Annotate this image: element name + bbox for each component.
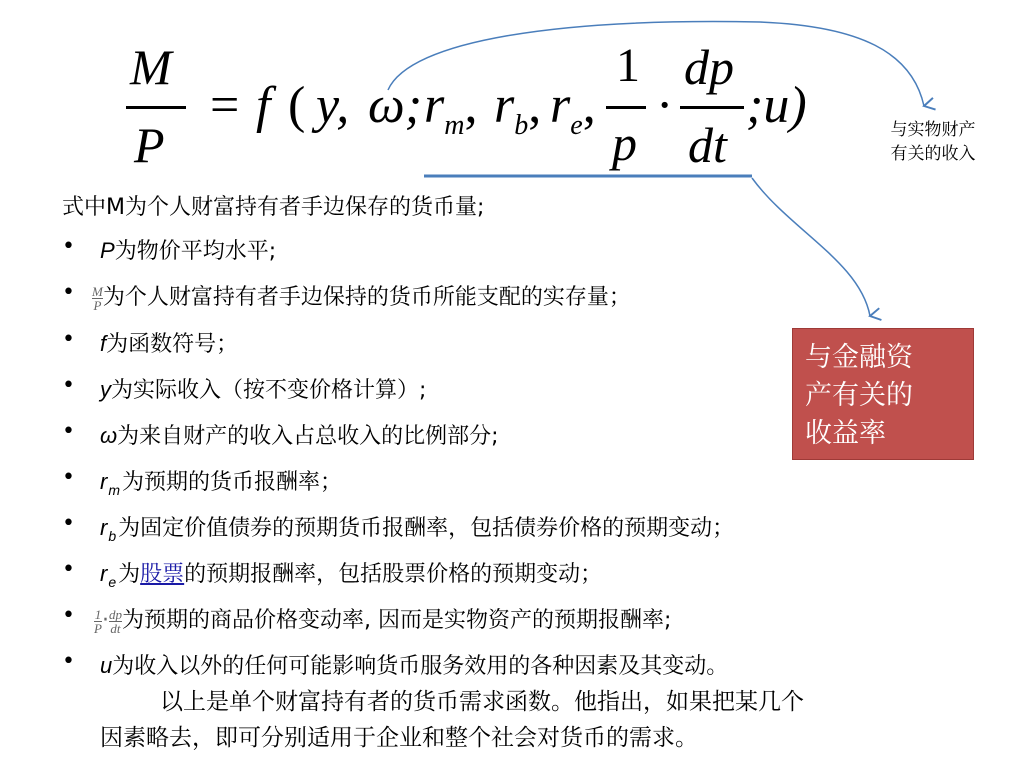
formula-one: 1 xyxy=(616,39,640,92)
formula-dp: dp xyxy=(684,39,734,95)
conclusion-paragraph xyxy=(100,684,980,756)
bullet: • xyxy=(62,511,75,536)
bullet: • xyxy=(62,649,75,674)
formula-dpdt-bar xyxy=(680,106,744,109)
definition-text: f为函数符号； xyxy=(100,331,239,357)
definition-text: y为实际收入（按不变价格计算）; xyxy=(100,377,427,403)
bullet: • xyxy=(62,557,75,582)
definitions-intro: 式中M为个人财富持有者手边保存的货币量; xyxy=(62,195,485,220)
bullet: • xyxy=(62,465,75,490)
formula-p: p xyxy=(612,115,637,171)
bullet: • xyxy=(62,234,75,259)
definition-text: P为物价平均水平; xyxy=(100,238,277,264)
formula-dt: dt xyxy=(688,117,727,173)
stock-link[interactable]: 股票 xyxy=(140,562,185,587)
financial-note-line: 与金融资 xyxy=(805,342,913,373)
formula-open-paren: ( xyxy=(288,77,306,134)
formula-u-close: ;u) xyxy=(746,77,807,134)
definition-text: $\frac{M}{P}$ 为个人财富持有者手边保持的货币所能支配的实存量； xyxy=(92,283,631,313)
formula-omega: ω; xyxy=(368,77,423,134)
definition-text: u为收入以外的任何可能影响货币服务效用的各种因素及其变动。 xyxy=(100,653,729,679)
formula-equals: = xyxy=(210,77,240,134)
formula-inverse-p-bar xyxy=(606,106,646,109)
definition-text: $r_e$为股票的预期报酬率，包括股票价格的预期变动； xyxy=(100,561,603,590)
arrow-to-financial-yield xyxy=(752,178,870,316)
definition-text: $r_b$为固定价值债券的预期货币报酬率，包括债券价格的预期变动； xyxy=(100,515,735,544)
financial-note-line: 收益率 xyxy=(805,418,886,449)
bullet: • xyxy=(62,280,75,305)
formula-rb: $r_b$, xyxy=(494,77,542,141)
financial-note-line: 产有关的 xyxy=(805,380,913,411)
formula-y: y, xyxy=(316,77,350,134)
dp-dt-fraction-image: $\frac{dp}{dt}$ xyxy=(108,606,122,636)
physical-note-line: 有关的收入 xyxy=(890,144,976,164)
definition-text: $\frac{1}{P}$ $\cdot\frac{dp}{dt}$ 为预期的商品价格变动率, 因而是实物资产的预期报酬率; xyxy=(94,606,672,636)
formula-re: $r_e$, xyxy=(550,77,596,141)
formula-lhs-denominator: P xyxy=(134,117,165,173)
m-over-p-fraction-image: $\frac{M}{P}$ xyxy=(92,283,103,313)
formula-f: f xyxy=(256,77,271,134)
financial-yield-box xyxy=(792,328,974,460)
definition-text: $r_m$为预期的货币报酬率； xyxy=(100,469,343,498)
physical-income-note xyxy=(858,118,1008,166)
definition-text: ω为来自财产的收入占总收入的比例部分; xyxy=(100,423,499,449)
bullet: • xyxy=(62,419,75,444)
formula-dot: · xyxy=(656,77,674,134)
formula-lhs-numerator: M xyxy=(130,39,172,95)
formula-lhs-fraction-bar xyxy=(126,106,186,109)
physical-note-line: 与实物财产 xyxy=(890,120,976,140)
bullet: • xyxy=(62,373,75,398)
conclusion-line-1: 以上是单个财富持有者的货币需求函数。他指出，如果把某几个 xyxy=(160,689,804,715)
bullet: • xyxy=(62,327,75,352)
conclusion-line-2: 因素略去，即可分别适用于企业和整个社会对货币的需求。 xyxy=(100,725,698,751)
formula-rm: $r_m$, xyxy=(424,77,478,141)
inverse-p-fraction-image: $\frac{1}{P}$ xyxy=(94,606,102,636)
bullet: • xyxy=(62,603,75,628)
demand-formula xyxy=(118,36,838,186)
